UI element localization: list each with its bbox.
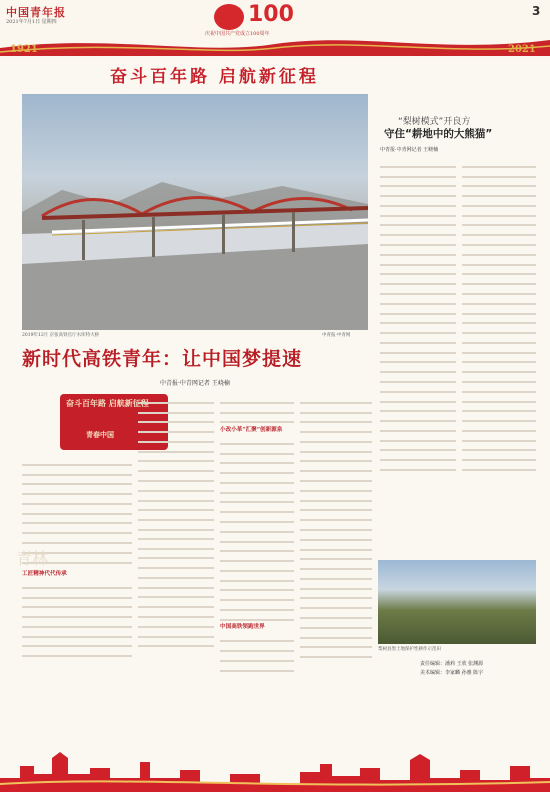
article-column-3 xyxy=(220,394,294,674)
farmland-caption: 梨树县黑土地保护性耕作示范田 xyxy=(378,647,441,652)
party-emblem-icon xyxy=(214,4,244,30)
side-article-title: 守住“耕地中的大熊猫” xyxy=(384,128,493,140)
masthead-date: 2021年7月1日 星期四 xyxy=(6,19,57,25)
side-article-kicker: “梨树模式”开良方 xyxy=(398,117,471,127)
anniversary-subtitle: 庆祝中国共产党成立100周年 xyxy=(205,31,270,37)
editor-credits xyxy=(420,660,483,678)
subhead-innovation: 小改小革“汇聚”创新源泉 xyxy=(220,426,283,433)
article-column-2 xyxy=(138,394,214,534)
badge-column-name: 青春中国 xyxy=(86,431,114,439)
page-slogan: 奋斗百年路 启航新征程 xyxy=(110,67,319,87)
year-right: 2021 xyxy=(508,44,536,55)
editor-line-2: 美术编辑：李家麟 孙雅 陈宇 xyxy=(420,670,484,676)
year-left: 1921 xyxy=(10,44,38,55)
photo-credit: 中青报·中青网 xyxy=(322,333,351,338)
side-column-2 xyxy=(462,158,536,474)
editor-line-1: 责任编辑：潘莉 王欣 张渊源 xyxy=(420,661,484,667)
page-number: 3 xyxy=(532,4,541,18)
skyline-decoration xyxy=(0,748,550,792)
side-column-1 xyxy=(380,158,456,474)
masthead xyxy=(0,0,550,58)
newspaper-logo: 中国青年报 xyxy=(6,6,66,19)
farmland-photo xyxy=(378,560,536,644)
masthead-ribbon xyxy=(0,30,550,56)
article-column-1b xyxy=(22,570,132,660)
article-headline: 新时代高铁青年：让中国梦提速 xyxy=(22,348,303,370)
bridge-train-photo xyxy=(22,94,368,330)
subhead-leading: 中国高铁领跑世界 xyxy=(220,624,265,631)
side-article-byline: 中青报·中青网记者 王峣楠 xyxy=(380,147,439,153)
article-column-2b xyxy=(138,530,214,650)
badge-slogan: 奋斗百年路 启航新征程 xyxy=(66,399,149,408)
anniversary-100: 100 xyxy=(248,2,294,27)
subhead-craftsman: 工匠精神代代传承 xyxy=(22,571,67,577)
bridge-illustration xyxy=(22,94,368,330)
article-byline: 中青报·中青网记者 王峣楠 xyxy=(160,380,230,387)
photo-caption: 2019年12月 京张高铁官厅水库特大桥 xyxy=(22,333,100,338)
decorative-youth-mark: 青林 xyxy=(16,549,49,568)
article-column-4 xyxy=(300,394,372,661)
